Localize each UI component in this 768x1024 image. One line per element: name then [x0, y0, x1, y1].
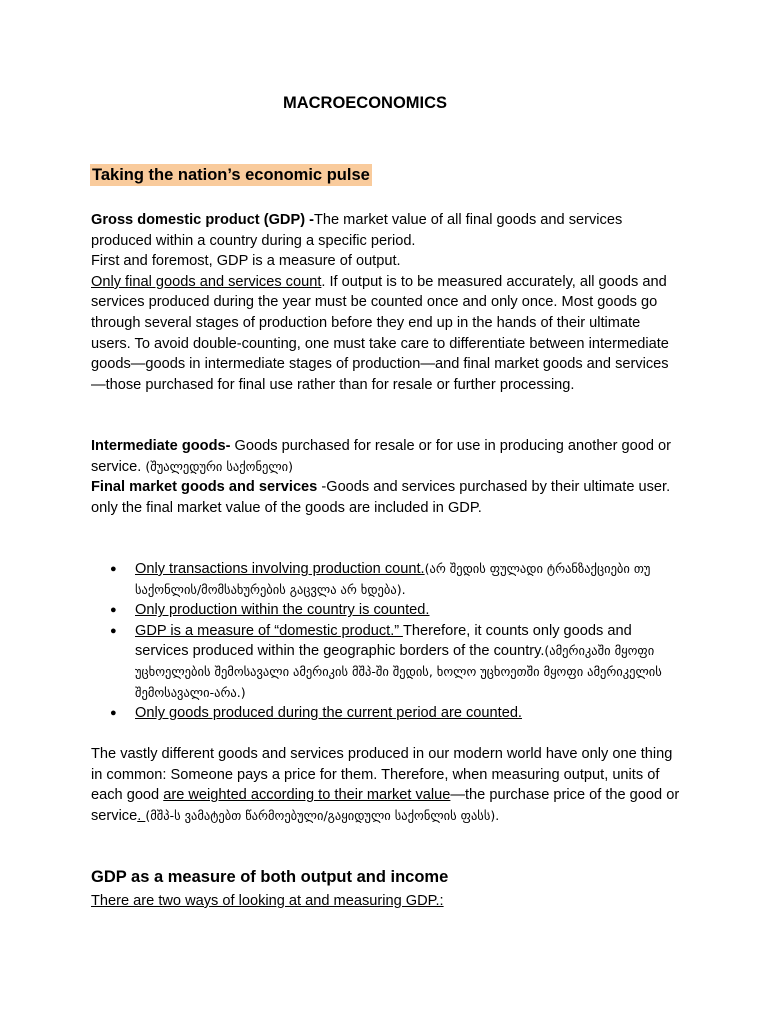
rules-list-block	[91, 559, 681, 724]
final-goods-text: . If output is to be measured accurately, all goods and services produced during the year must be counted once and only once. Most goods go through several stages of production before they end up in the hands of their ultimate users. To avoid double-counting, one must take care to differentiate between intermediate goods—goods in intermediate stages of production—and final market goods and services—those purchased for final use rather than for resale or further processing.	[91, 273, 669, 393]
list-item: ● Only production within the country is counted.	[91, 600, 681, 621]
intermediate-text: Goods purchased for resale or for use in producing another good or service.	[91, 438, 671, 475]
intermediate-goods-definition	[91, 436, 681, 477]
section-heading: GDP as a measure of both output and income	[91, 868, 449, 886]
intermediate-georgian: (შუალედური საქონელი)	[145, 458, 294, 474]
section-heading-highlighted: Taking the nation’s economic pulse	[92, 166, 370, 184]
final-goods-paragraph	[91, 272, 681, 396]
gdp-term: Gross domestic product (GDP) -	[91, 212, 314, 228]
gdp-definition-text: The market value of all final goods and services produced within a country during a specific period.	[91, 212, 623, 249]
list-item: ● Only transactions involving production count.(არ შედის ფულადი ტრანზაქციები თუ საქონლის/მომსახურების გაცვლა არ ხდება).	[91, 559, 681, 600]
intermediate-term: Intermediate goods-	[91, 438, 231, 454]
weighting-georgian: (მშპ-ს ვამატებთ წარმოებული/გაყიდული საქონლის ფასს).	[145, 807, 500, 823]
list-item: ● Only goods produced during the current period are counted.	[91, 703, 681, 724]
final-market-text: -Goods and services purchased by their ultimate user.	[317, 479, 671, 496]
final-market-note: only the final market value of the goods are included in GDP.	[91, 499, 482, 516]
weighting-paragraph: The vastly different goods and services produced in our modern world have only one thing in common: Someone pays a price for them. Therefore, when measuring output, units of each good are weighted according to their market value—the purchase price of the good or service. (მშპ-ს ვამატებთ წარმოებული/გაყიდული საქონლის ფასს).	[91, 746, 680, 824]
gdp-definition	[91, 210, 681, 251]
final-market-definition	[91, 477, 681, 498]
final-goods-underlined: Only final goods and services count	[91, 273, 322, 290]
gdp-definition-block	[91, 210, 681, 395]
page-title: MACROECONOMICS	[282, 94, 448, 112]
gdp-output-line: First and foremost, GDP is a measure of output.	[91, 253, 401, 270]
section-subheading: There are two ways of looking at and measuring GDP.:	[91, 893, 444, 909]
final-market-term: Final market goods and services	[91, 479, 318, 496]
rules-list	[91, 559, 681, 724]
list-item: ● GDP is a measure of “domestic product.” Therefore, it counts only goods and services produced within the geographic borders of the country.(ამერიკაში მყოფი უცხოელების შემოსავალი ამერიკის მშპ-ში შედის, ხოლო უცხოეთში მყოფი ამერიკელის შემოსავალი-არა.)	[91, 621, 681, 703]
weighting-underlined: are weighted according to their market value	[163, 787, 451, 804]
definitions-block	[91, 436, 681, 518]
